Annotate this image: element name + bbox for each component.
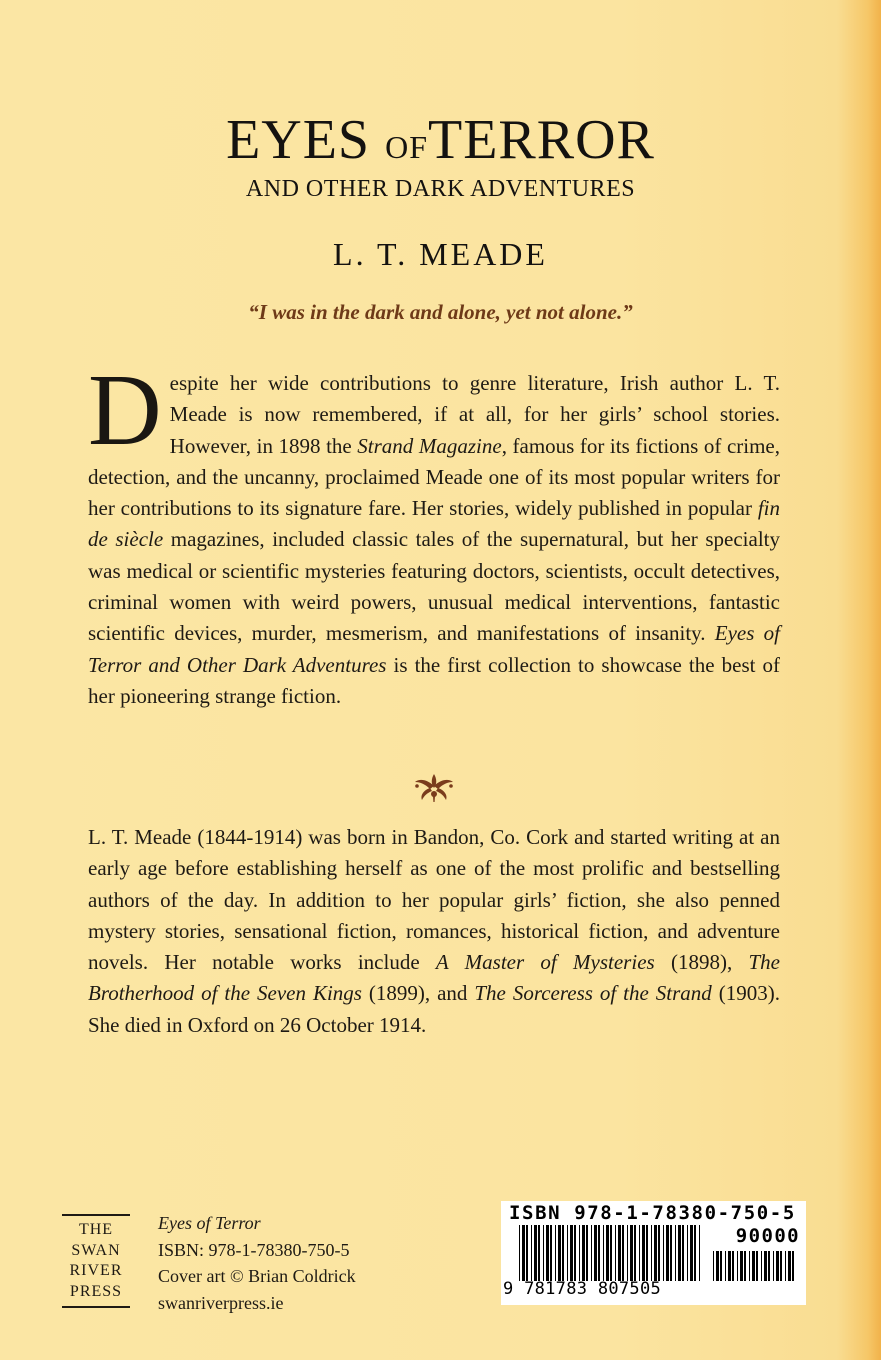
barcode-bar [764,1251,767,1281]
work-title: A Master of Mysteries [435,950,655,975]
barcode-bar [737,1251,738,1281]
publisher-logo-line: THE [78,1221,114,1238]
addon-barcode-bars [713,1251,799,1281]
title-word-terror: TERROR [427,109,655,171]
barcode-bar [785,1251,786,1281]
barcode-bar [728,1251,731,1281]
barcode-bar [740,1251,743,1281]
barcode-bar [610,1225,612,1281]
barcode-bar [761,1251,762,1281]
barcode-bar [749,1251,750,1281]
barcode-bar [579,1225,580,1281]
barcode-bar [776,1251,779,1281]
book-title [0,110,881,177]
barcode-bar [543,1225,544,1281]
barcode-bar [646,1225,648,1281]
barcode-bar [639,1225,640,1281]
barcode-bar [555,1225,556,1281]
barcode-bar [642,1225,645,1281]
fleuron-ornament-icon [412,770,456,804]
bio-text: (1899), and [361,981,475,1006]
barcode-bar [670,1225,672,1281]
period-term: fin de siècle [88,496,780,552]
magazine-title: Strand Magazine [357,433,502,458]
barcode-bar [690,1225,693,1281]
barcode-bar [651,1225,652,1281]
barcode-bar [526,1225,528,1281]
barcode-bar [630,1225,633,1281]
bio-text: L. T. Meade (1844-1914) was born in Bandon, Co. Cork and started writing at an early age before establishing herself as one of the most prolific and bestselling authors of the day. In addition to her popular girls’ fiction, she also penned mystery stories, sensational fiction, romances, historical fiction, and adventure novels. Her notable works include [88,825,780,975]
barcode-digits: 9 781783 807505 [503,1279,662,1299]
imprint-cover-credit: Cover art © Brian Coldrick [158,1266,356,1286]
barcode-bar [634,1225,636,1281]
barcode-bar [546,1225,549,1281]
barcode-bar [538,1225,540,1281]
blurb-text: is the first collection to showcase the best of her pioneering strange fiction. [88,652,781,708]
barcode-bar [594,1225,597,1281]
barcode-bar [773,1251,774,1281]
author-name: L. T. MEADE [333,236,548,272]
barcode-bar [591,1225,592,1281]
barcode-bar [666,1225,669,1281]
barcode-bar [570,1225,573,1281]
barcode-bar [598,1225,600,1281]
book-subtitle: AND OTHER DARK ADVENTURES [245,176,636,202]
publisher-logo [62,1214,130,1308]
barcode-bar [586,1225,588,1281]
barcode-bar [622,1225,624,1281]
barcode-bar [654,1225,657,1281]
barcode-price-code: 90000 [735,1225,800,1247]
drop-cap: D [88,354,162,467]
work-title: The Brotherhood of the Seven Kings [88,950,780,1006]
publisher-logo-line: RIVER [69,1262,123,1279]
barcode-bar [752,1251,755,1281]
barcode-bar [562,1225,564,1281]
barcode-bar [713,1251,714,1281]
barcode-bar [699,1225,700,1281]
barcode-bar [678,1225,681,1281]
barcode-bar [732,1251,734,1281]
barcode-bar [663,1225,664,1281]
barcode-bar [694,1225,696,1281]
barcode-bar [768,1251,770,1281]
publisher-website: swanriverpress.ie [158,1292,284,1313]
blurb-text: espite her wide contributions to genre literature, Irish author L. T. Meade is now remembered, if at all, for her girls’ school stories. However, in 1898 the [169,371,780,458]
barcode-bar [788,1251,791,1281]
barcode-bar [780,1251,782,1281]
collection-title: Eyes of Terror and Other Dark Adventures [88,621,780,677]
work-title: The Sorceress of the Strand [474,981,712,1006]
barcode-bar [534,1225,537,1281]
barcode-bar [519,1225,520,1281]
epigraph-quote: “I was in the dark and alone, yet not alone.” [248,300,633,324]
barcode-bar [687,1225,688,1281]
barcode-bar [792,1251,794,1281]
barcode-bar [675,1225,676,1281]
barcode-bar [531,1225,532,1281]
barcode-bar [550,1225,552,1281]
ean-barcode-bars [519,1225,703,1281]
publisher-logo-line: SWAN [71,1241,121,1259]
barcode-bar [716,1251,719,1281]
barcode-bar [582,1225,585,1281]
blurb-text: magazines, included classic tales of the supernatural, but her specialty was medical or scientific mysteries featuring doctors, scientists, occult detectives, criminal women with weird powers, unusual medical interventions, fantastic scientific devices, murder, mesmerism, and manifestations of insanity. [88,527,781,646]
barcode-bar [606,1225,609,1281]
barcode-bar [574,1225,576,1281]
imprint-isbn: ISBN: 978-1-78380-750-5 [158,1239,350,1260]
barcode-bar [618,1225,621,1281]
title-word-of: OF [385,129,428,165]
barcode-bar [756,1251,758,1281]
barcode-bar [522,1225,525,1281]
barcode-bar [567,1225,568,1281]
barcode-bar [627,1225,628,1281]
barcode-bar [744,1251,746,1281]
imprint-info [158,1210,356,1316]
barcode-bar [558,1225,561,1281]
title-word-eyes: EYES [226,109,386,171]
blurb-paragraph [88,354,781,712]
publisher-logo-line: PRESS [69,1282,123,1300]
imprint-book-title: Eyes of Terror [158,1213,261,1233]
bio-text: (1903). She died in Oxford on 26 October 1914. [88,981,780,1037]
barcode-bar [725,1251,726,1281]
blurb-text: , famous for its fictions of crime, detection, and the uncanny, proclaimed Meade one of its most popular writers for her contributions to its signature fare. Her stories, widely published in popular [88,433,780,521]
barcode-bar [658,1225,660,1281]
isbn-barcode [501,1201,806,1305]
barcode-bar [682,1225,684,1281]
barcode-bar [615,1225,616,1281]
barcode-bar [603,1225,604,1281]
bio-text: (1898), [654,950,749,975]
barcode-bar [720,1251,722,1281]
barcode-isbn-label: ISBN 978-1-78380-750-5 [509,1202,796,1224]
author-bio-paragraph [88,822,780,1041]
